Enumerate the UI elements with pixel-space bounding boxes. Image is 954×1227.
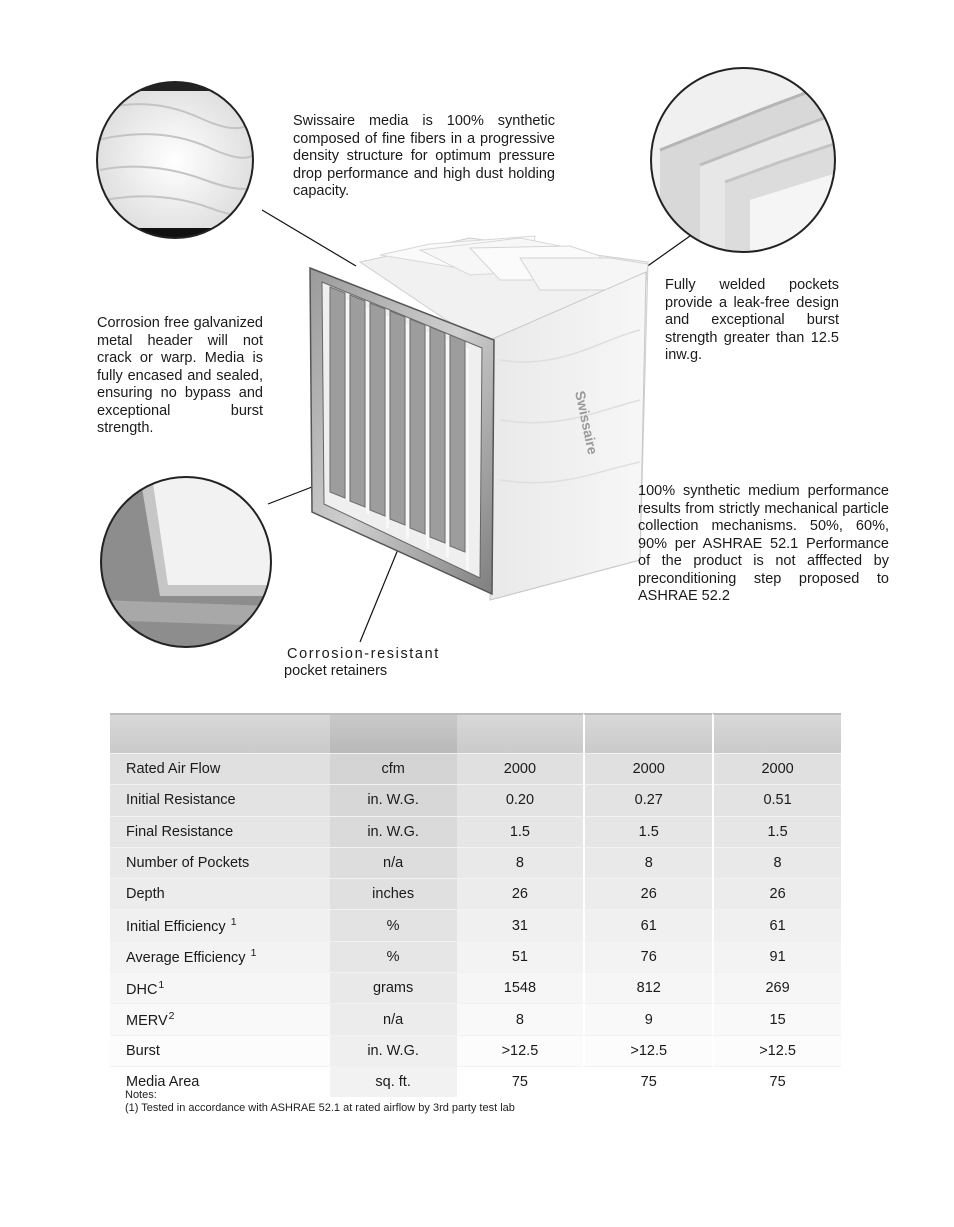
row-value-model-1: 2000: [457, 753, 584, 784]
row-unit: grams: [330, 972, 457, 1003]
row-value-model-2: 2000: [583, 753, 712, 784]
row-label: [110, 972, 330, 1003]
row-unit: n/a: [330, 1003, 457, 1034]
table-row: [110, 753, 841, 784]
footnote-marker: 1: [158, 978, 165, 991]
row-label-text: MERV: [126, 1013, 168, 1030]
row-label-text: Rated Air Flow: [126, 761, 221, 778]
row-unit: inches: [330, 878, 457, 909]
row-unit: in. W.G.: [330, 1035, 457, 1066]
table-row: [110, 941, 841, 972]
row-value-model-2: 75: [583, 1066, 712, 1097]
footnote-marker: 1: [250, 947, 257, 960]
row-value-model-2: 812: [583, 972, 712, 1003]
row-value-model-3: 61: [712, 909, 841, 940]
retainers-callout: [284, 646, 484, 680]
table-row: [110, 1035, 841, 1066]
row-unit: n/a: [330, 847, 457, 878]
row-label-text: Media Area: [126, 1074, 200, 1091]
row-value-model-1: 31: [457, 909, 584, 940]
header-cell-label: [110, 713, 330, 753]
row-label-text: Final Resistance: [126, 823, 234, 840]
footnote-marker: 2: [168, 1010, 175, 1023]
pocket-filter-unit: [310, 236, 648, 600]
row-value-model-2: 8: [583, 847, 712, 878]
table-row: [110, 909, 841, 940]
row-label-text: Number of Pockets: [126, 855, 250, 872]
product-label: Swissaire: [572, 389, 602, 456]
table-row: [110, 878, 841, 909]
row-value-model-3: 15: [712, 1003, 841, 1034]
row-label: [110, 784, 330, 815]
row-value-model-2: 61: [583, 909, 712, 940]
welded-pockets-callout: Fully welded pockets provide a leak-free design and exceptional burst strength greater than 12.5 inw.g.: [665, 277, 839, 363]
row-value-model-3: 8: [712, 847, 841, 878]
row-label: [110, 1035, 330, 1066]
row-unit: cfm: [330, 753, 457, 784]
row-value-model-1: 51: [457, 941, 584, 972]
row-value-model-1: 26: [457, 878, 584, 909]
row-value-model-1: 8: [457, 847, 584, 878]
row-value-model-2: 1.5: [583, 816, 712, 847]
notes-title: Notes:: [125, 1089, 157, 1101]
row-unit: sq. ft.: [330, 1066, 457, 1097]
row-value-model-1: 8: [457, 1003, 584, 1034]
row-value-model-3: 2000: [712, 753, 841, 784]
row-label-text: Initial Resistance: [126, 792, 236, 809]
header-cell-model-2: [583, 713, 712, 753]
row-value-model-3: 75: [712, 1066, 841, 1097]
row-label-text: Depth: [126, 886, 165, 903]
row-value-model-1: 75: [457, 1066, 584, 1097]
row-label: [110, 816, 330, 847]
row-label: [110, 847, 330, 878]
row-value-model-1: 1.5: [457, 816, 584, 847]
row-label: [110, 753, 330, 784]
specifications-table: [110, 713, 841, 1097]
row-label: [110, 878, 330, 909]
media-callout: Swissaire media is 100% synthetic composed of fine fibers in a progressive density structure for optimum pressure drop performance and high dust holding capacity.: [293, 113, 555, 199]
row-value-model-1: 0.20: [457, 784, 584, 815]
row-value-model-2: >12.5: [583, 1035, 712, 1066]
row-value-model-2: 0.27: [583, 784, 712, 815]
row-value-model-1: 1548: [457, 972, 584, 1003]
table-row: [110, 847, 841, 878]
header-cell-model-3: [712, 713, 841, 753]
row-label-text: Initial Efficiency: [126, 919, 230, 936]
row-value-model-3: >12.5: [712, 1035, 841, 1066]
row-label: [110, 941, 330, 972]
table-row: [110, 784, 841, 815]
notes: [125, 1089, 515, 1115]
row-value-model-2: 76: [583, 941, 712, 972]
row-value-model-2: 26: [583, 878, 712, 909]
header-cell-unit: [330, 713, 457, 753]
retainers-callout-line2: pocket retainers: [284, 663, 388, 679]
header-corner-closeup: [100, 476, 272, 648]
footnote-marker: 1: [230, 916, 237, 929]
row-unit: in. W.G.: [330, 784, 457, 815]
retainers-callout-line1: Corrosion-resistant: [287, 646, 440, 662]
welded-pockets-closeup: [650, 68, 840, 260]
row-label-text: DHC: [126, 981, 158, 998]
header-cell-model-1: [457, 713, 584, 753]
notes-line-1: (1) Tested in accordance with ASHRAE 52.1 at rated airflow by 3rd party test lab: [125, 1102, 515, 1114]
row-value-model-2: 9: [583, 1003, 712, 1034]
row-unit: %: [330, 909, 457, 940]
table-row: [110, 972, 841, 1003]
row-value-model-3: 269: [712, 972, 841, 1003]
row-label: [110, 1003, 330, 1034]
row-label-text: Burst: [126, 1042, 160, 1059]
table-row: [110, 1003, 841, 1034]
table-header-row: [110, 713, 841, 753]
row-value-model-1: >12.5: [457, 1035, 584, 1066]
row-value-model-3: 26: [712, 878, 841, 909]
row-label: [110, 909, 330, 940]
table-row: [110, 816, 841, 847]
row-unit: %: [330, 941, 457, 972]
header-callout: Corrosion free galvanized metal header will not crack or warp. Media is fully encased and sealed, ensuring no bypass and exceptional burst strength.: [97, 315, 263, 436]
row-value-model-3: 0.51: [712, 784, 841, 815]
row-unit: in. W.G.: [330, 816, 457, 847]
row-label-text: Average Efficiency: [126, 950, 250, 967]
row-value-model-3: 1.5: [712, 816, 841, 847]
row-value-model-3: 91: [712, 941, 841, 972]
media-closeup: [90, 75, 260, 248]
synthetic-medium-callout: 100% synthetic medium performance results from strictly mechanical particle collection mechanisms. 50%, 60%, 90% per ASHRAE 52.1 Performance of the product is not afffected by preconditioning step proposed to ASHRAE 52.2: [638, 483, 889, 604]
